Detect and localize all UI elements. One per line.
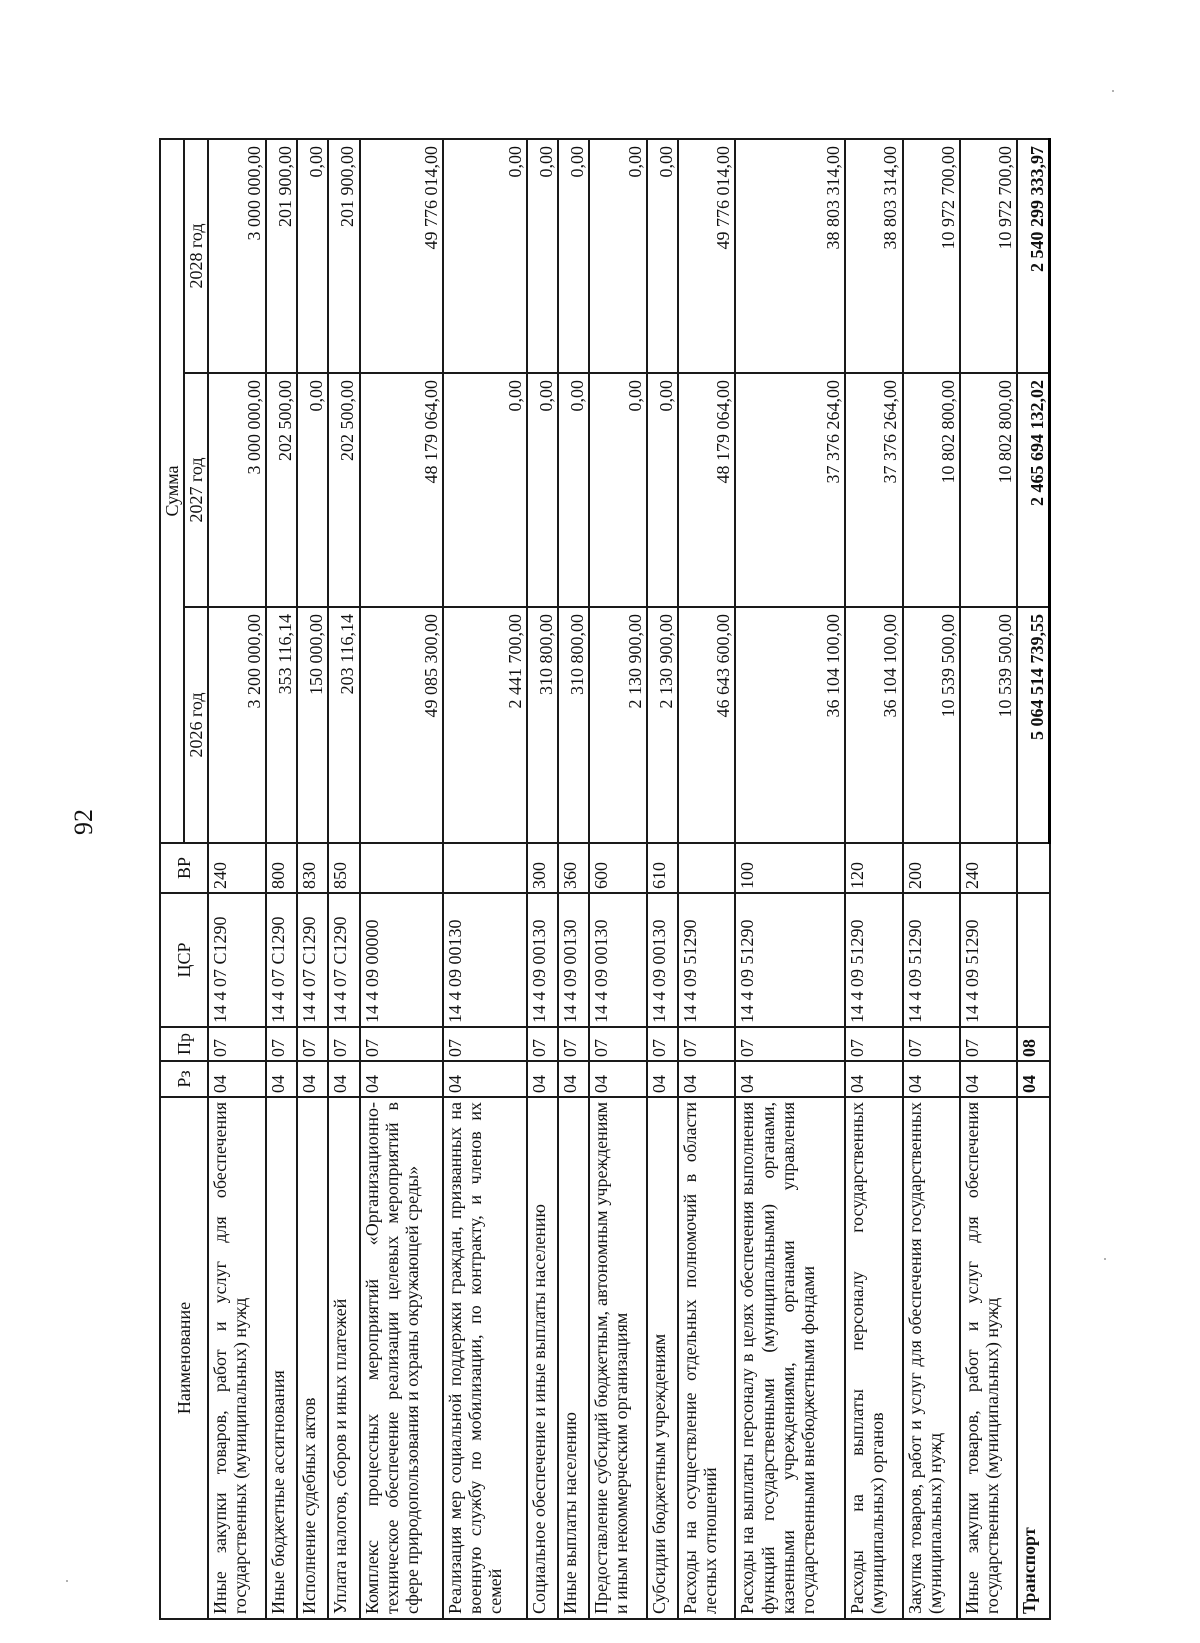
budget-table (159, 138, 1051, 1620)
row-amount-2027: 0,00 (443, 373, 527, 607)
row-amount-2027: 0,00 (589, 373, 646, 607)
row-amount-2028: 201 900,00 (266, 139, 297, 373)
row-vr (360, 843, 444, 893)
row-amount-2027: 0,00 (647, 373, 678, 607)
row-name: Закупка товаров, работ и услуг для обеспечения государственных (муниципальных) нужд (903, 1097, 960, 1619)
row-amount-2028: 0,00 (558, 139, 589, 373)
row-amount-2027: 37 376 264,00 (735, 373, 845, 607)
row-vr: 240 (208, 843, 265, 893)
row-vr: 100 (735, 843, 845, 893)
row-csr: 14 4 09 00130 (443, 893, 527, 1027)
row-csr: 14 4 07 С1290 (208, 893, 265, 1027)
row-amount-2027: 0,00 (558, 373, 589, 607)
row-vr: 360 (558, 843, 589, 893)
total-row (1017, 139, 1049, 1619)
header-sum: Сумма (160, 139, 184, 843)
row-rz: 04 (589, 1061, 646, 1097)
row-amount-2027: 48 179 064,00 (678, 373, 735, 607)
page-number: 92 (69, 809, 98, 835)
row-amount-2026: 203 116,14 (328, 607, 359, 843)
row-amount-2027: 202 500,00 (328, 373, 359, 607)
row-rz: 04 (328, 1061, 359, 1097)
row-vr (678, 843, 735, 893)
row-rz: 04 (297, 1061, 328, 1097)
row-name: Реализация мер социальной поддержки граждан, призванных на военную службу по мобилизации, по контракту, и членов их семей (443, 1097, 527, 1619)
header-csr: ЦСР (160, 893, 208, 1027)
row-rz: 04 (558, 1061, 589, 1097)
row-csr: 14 4 07 С1290 (266, 893, 297, 1027)
row-amount-2028: 0,00 (589, 139, 646, 373)
row-pr: 07 (845, 1027, 902, 1061)
row-pr: 07 (678, 1027, 735, 1061)
row-vr (1017, 843, 1049, 893)
row-csr: 14 4 09 00130 (558, 893, 589, 1027)
row-pr: 07 (647, 1027, 678, 1061)
row-amount-2028: 10 972 700,00 (960, 139, 1017, 373)
row-vr: 300 (527, 843, 558, 893)
row-rz: 04 (647, 1061, 678, 1097)
row-amount-2028: 201 900,00 (328, 139, 359, 373)
row-amount-2026: 150 000,00 (297, 607, 328, 843)
row-amount-2027: 48 179 064,00 (360, 373, 444, 607)
row-amount-2026: 5 064 514 739,55 (1017, 607, 1049, 843)
row-amount-2026: 10 539 500,00 (903, 607, 960, 843)
row-csr: 14 4 09 51290 (903, 893, 960, 1027)
row-amount-2027: 0,00 (527, 373, 558, 607)
header-year-2027: 2027 год (184, 373, 208, 607)
row-csr: 14 4 07 С1290 (328, 893, 359, 1027)
row-amount-2026: 310 800,00 (558, 607, 589, 843)
table-row (297, 139, 328, 1619)
row-rz: 04 (208, 1061, 265, 1097)
row-rz: 04 (443, 1061, 527, 1097)
row-csr (1017, 893, 1049, 1027)
row-name: Иные бюджетные ассигнования (266, 1097, 297, 1619)
row-name: Иные выплаты населению (558, 1097, 589, 1619)
row-pr: 07 (735, 1027, 845, 1061)
row-amount-2027: 3 000 000,00 (208, 373, 265, 607)
row-amount-2026: 2 130 900,00 (647, 607, 678, 843)
row-pr: 07 (960, 1027, 1017, 1061)
row-vr: 830 (297, 843, 328, 893)
row-pr: 07 (589, 1027, 646, 1061)
row-amount-2028: 10 972 700,00 (903, 139, 960, 373)
row-name: Уплата налогов, сборов и иных платежей (328, 1097, 359, 1619)
table-row (589, 139, 646, 1619)
row-pr: 07 (208, 1027, 265, 1061)
row-csr: 14 4 09 00130 (647, 893, 678, 1027)
row-name: Иные закупки товаров, работ и услуг для обеспечения государственных (муниципальных) нужд (208, 1097, 265, 1619)
table-row (735, 139, 845, 1619)
row-amount-2026: 2 130 900,00 (589, 607, 646, 843)
header-vr: ВР (160, 843, 208, 893)
row-csr: 14 4 09 00130 (527, 893, 558, 1027)
header-name: Наименование (160, 1097, 208, 1619)
row-rz: 04 (266, 1061, 297, 1097)
scan-speck (66, 1580, 68, 1582)
row-rz: 04 (527, 1061, 558, 1097)
row-amount-2026: 36 104 100,00 (735, 607, 845, 843)
header-row-top (160, 139, 184, 1619)
row-amount-2028: 3 000 000,00 (208, 139, 265, 373)
row-amount-2027: 0,00 (297, 373, 328, 607)
scan-speck (1112, 90, 1114, 92)
header-pr: Пр (160, 1027, 208, 1061)
row-rz: 04 (735, 1061, 845, 1097)
table-row (527, 139, 558, 1619)
row-name: Транспорт (1017, 1097, 1049, 1619)
row-rz: 04 (678, 1061, 735, 1097)
row-pr: 07 (328, 1027, 359, 1061)
row-rz: 04 (903, 1061, 960, 1097)
row-amount-2027: 202 500,00 (266, 373, 297, 607)
row-amount-2026: 353 116,14 (266, 607, 297, 843)
row-name: Предоставление субсидий бюджетным, автономным учреждениям и иным некоммерческим организациям (589, 1097, 646, 1619)
row-rz: 04 (845, 1061, 902, 1097)
row-amount-2028: 0,00 (527, 139, 558, 373)
table-row (266, 139, 297, 1619)
row-name: Социальное обеспечение и иные выплаты населению (527, 1097, 558, 1619)
row-amount-2026: 10 539 500,00 (960, 607, 1017, 843)
table-body (208, 139, 1049, 1619)
row-amount-2026: 2 441 700,00 (443, 607, 527, 843)
row-rz: 04 (960, 1061, 1017, 1097)
scan-speck (1104, 1258, 1106, 1260)
row-pr: 07 (360, 1027, 444, 1061)
row-vr: 200 (903, 843, 960, 893)
row-csr: 14 4 09 51290 (960, 893, 1017, 1027)
row-amount-2026: 46 643 600,00 (678, 607, 735, 843)
row-amount-2028: 49 776 014,00 (678, 139, 735, 373)
table-row (678, 139, 735, 1619)
row-vr: 120 (845, 843, 902, 893)
row-name: Расходы на выплаты персоналу государственных (муниципальных) органов (845, 1097, 902, 1619)
row-amount-2027: 37 376 264,00 (845, 373, 902, 607)
table-row (558, 139, 589, 1619)
row-amount-2027: 10 802 800,00 (903, 373, 960, 607)
row-pr: 07 (266, 1027, 297, 1061)
table-row (360, 139, 444, 1619)
row-amount-2028: 49 776 014,00 (360, 139, 444, 373)
row-amount-2026: 36 104 100,00 (845, 607, 902, 843)
row-name: Расходы на выплаты персоналу в целях обеспечения выполнения функций государственными (муниципальными) органами, казенными учреждениями, органами управления государственными внебюджетными фондами (735, 1097, 845, 1619)
row-vr: 600 (589, 843, 646, 893)
row-amount-2028: 0,00 (443, 139, 527, 373)
row-name: Расходы на осуществление отдельных полномочий в области лесных отношений (678, 1097, 735, 1619)
row-vr (443, 843, 527, 893)
row-pr: 08 (1017, 1027, 1049, 1061)
table-row (328, 139, 359, 1619)
row-csr: 14 4 09 51290 (735, 893, 845, 1027)
row-amount-2028: 0,00 (647, 139, 678, 373)
row-amount-2026: 3 200 000,00 (208, 607, 265, 843)
row-name: Комплекс процессных мероприятий «Организационно-техническое обеспечение реализации целевых мероприятий в сфере природопользования и охраны окружающей среды» (360, 1097, 444, 1619)
row-vr: 240 (960, 843, 1017, 893)
row-amount-2028: 38 803 314,00 (735, 139, 845, 373)
row-csr: 14 4 09 51290 (845, 893, 902, 1027)
table-row (845, 139, 902, 1619)
row-pr: 07 (527, 1027, 558, 1061)
row-vr: 800 (266, 843, 297, 893)
row-name: Субсидии бюджетным учреждениям (647, 1097, 678, 1619)
row-pr: 07 (297, 1027, 328, 1061)
row-pr: 07 (443, 1027, 527, 1061)
table-row (647, 139, 678, 1619)
row-pr: 07 (558, 1027, 589, 1061)
row-amount-2027: 10 802 800,00 (960, 373, 1017, 607)
table-row (903, 139, 960, 1619)
header-rz: Рз (160, 1061, 208, 1097)
table-row (443, 139, 527, 1619)
row-vr: 850 (328, 843, 359, 893)
row-amount-2028: 2 540 299 333,97 (1017, 139, 1049, 373)
header-year-2026: 2026 год (184, 607, 208, 843)
row-name: Иные закупки товаров, работ и услуг для обеспечения государственных (муниципальных) нужд (960, 1097, 1017, 1619)
row-rz: 04 (360, 1061, 444, 1097)
row-rz: 04 (1017, 1061, 1049, 1097)
row-csr: 14 4 07 С1290 (297, 893, 328, 1027)
row-csr: 14 4 09 51290 (678, 893, 735, 1027)
row-csr: 14 4 09 00000 (360, 893, 444, 1027)
row-amount-2027: 2 465 694 132,02 (1017, 373, 1049, 607)
row-csr: 14 4 09 00130 (589, 893, 646, 1027)
table-row (960, 139, 1017, 1619)
row-amount-2028: 0,00 (297, 139, 328, 373)
row-name: Исполнение судебных актов (297, 1097, 328, 1619)
table-header (160, 139, 208, 1619)
row-amount-2028: 38 803 314,00 (845, 139, 902, 373)
header-year-2028: 2028 год (184, 139, 208, 373)
table-row (208, 139, 265, 1619)
row-amount-2026: 310 800,00 (527, 607, 558, 843)
row-pr: 07 (903, 1027, 960, 1061)
row-amount-2026: 49 085 300,00 (360, 607, 444, 843)
row-vr: 610 (647, 843, 678, 893)
